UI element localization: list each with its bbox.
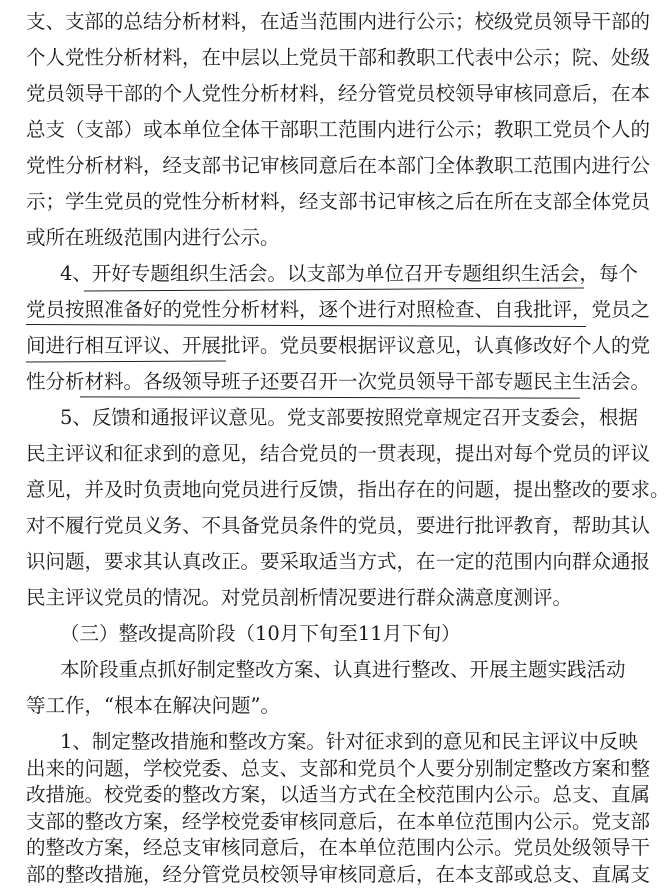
text-line: 民主评议和征求到的意见，结合党员的一贯表现，提出对每个党员的评议 [26,442,651,465]
text-line: 示；学生党员的党性分析材料，经支部书记审核之后在所在支部全体党员 [26,190,651,213]
text-line: 个人党性分析材料，在中层以上党员干部和教职工代表中公示；院、处级 [26,46,651,69]
text-line: 或所在班级范围内进行公示。 [26,226,280,249]
text-line: 民主评议党员的情况。对党员剖析情况要进行群众满意度测评。 [26,586,573,609]
text-line: 支部的整改方案，经学校党委审核同意后，在本单位范围内公示。党支部 [26,809,651,833]
text-line: 识问题，要求其认真改正。要采取适当方式，在一定的范围内向群众通报 [26,550,651,573]
text-line: 1、制定整改措施和整改方案。针对征求到的意见和民主评议中反映 [60,730,638,753]
text-line-underlined: 性分析材料。各级领导班子还要召开一次党员领导干部专题民主生活会。 [26,370,651,393]
text-line: 对不履行党员义务、不具备党员条件的党员，要进行批评教育，帮助其认 [26,514,651,537]
text-line: 本阶段重点抓好制定整改方案、认真进行整改、开展主题实践活动 [60,658,626,681]
text-line: 支、支部的总结分析材料，在适当范围内进行公示；校级党员领导干部的 [26,10,651,33]
text-line-underlined: 4、开好专题组织生活会。以支部为单位召开专题组织生活会，每个 [60,262,638,285]
text-line: 部的整改措施，经分管党员校领导审核同意后，在本支部或总支、直属支 [26,862,651,886]
text-line: 党员领导干部的个人党性分析材料，经分管党员校领导审核同意后，在本 [26,82,651,105]
text-line: 党性分析材料，经支部书记审核同意后在本部门全体教职工范围内进行公 [26,154,651,177]
text-line: 意见，并及时负责地向党员进行反馈，指出存在的问题，提出整改的要求。 [26,478,670,501]
text-line-underlined: 间进行相互评议、开展批评。党员要根据评议意见，认真修改好个人的党 [26,334,651,357]
text-line: 改措施。校党委的整改方案，以适当方式在全校范围内公示。总支、直属 [26,783,651,806]
text-line: 的整改方案，经总支审核同意后，在本单位范围内公示。党员处级领导干 [26,836,651,859]
section-heading: （三）整改提高阶段（10月下旬至11月下旬） [60,622,461,645]
text-line: 5、反馈和通报评议意见。党支部要按照党章规定召开支委会，根据 [60,406,638,429]
text-line: 等工作，“根本在解决问题”。 [26,694,280,717]
text-line: 总支（支部）或本单位全体干部职工范围内进行公示；教职工党员个人的 [26,118,651,141]
text-line-underlined: 党员按照准备好的党性分析材料，逐个进行对照检查、自我批评，党员之 [26,298,651,321]
text-line: 出来的问题，学校党委、总支、支部和党员个人要分别制定整改方案和整 [26,756,651,780]
